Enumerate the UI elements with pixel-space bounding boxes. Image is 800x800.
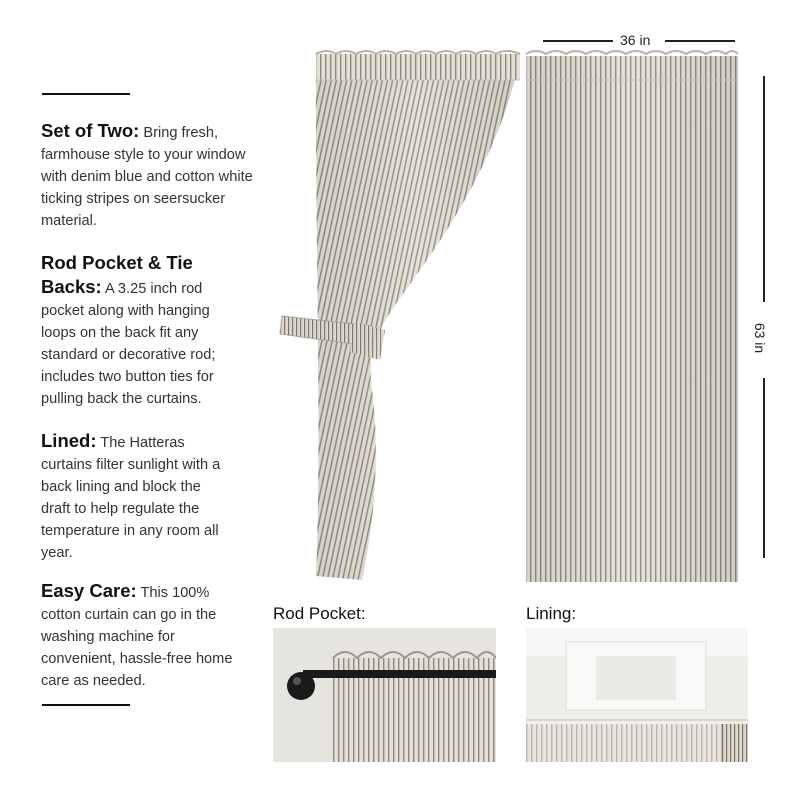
height-dimension-line-bottom xyxy=(763,378,765,558)
feature-title: Lined: xyxy=(41,430,97,451)
curtain-rod xyxy=(303,670,496,678)
width-dimension-label: 36 in xyxy=(620,32,651,48)
feature-body: This 100% cotton curtain can go in the washing machine for convenient, hassle-free home care as needed. xyxy=(41,585,233,689)
feature-title: Set of Two: xyxy=(41,120,140,141)
feature-title: Rod Pocket & Tie Backs: xyxy=(41,252,193,297)
left-curtain-panel xyxy=(316,51,520,580)
feature-easy-care xyxy=(41,580,241,692)
tie-back-strap xyxy=(280,316,385,360)
top-divider xyxy=(42,93,130,95)
lining-caption: Lining: xyxy=(526,604,577,623)
feature-title: Easy Care: xyxy=(41,580,137,601)
feature-body: A 3.25 inch rod pocket along with hanging loops on the back fit any standard or decorative rod; includes two button ties for pulling back the curtains. xyxy=(41,281,216,407)
feature-lined xyxy=(41,430,231,564)
rod-pocket-detail-photo xyxy=(273,628,496,762)
rod-pocket-caption: Rod Pocket: xyxy=(273,604,366,623)
lining-detail-photo xyxy=(526,628,748,762)
feature-body: The Hatteras curtains filter sunlight with a back lining and block the draft to help regulate the temperature in any room all year. xyxy=(41,435,221,561)
bottom-divider xyxy=(42,704,130,706)
feature-rod-pocket xyxy=(41,252,241,410)
height-dimension-line-top xyxy=(763,76,765,302)
width-dimension-line-right xyxy=(665,40,735,42)
feature-set-of-two xyxy=(41,120,261,232)
feature-body: Bring fresh, farmhouse style to your window with denim blue and cotton white ticking stripes on seersucker material. xyxy=(41,125,253,229)
right-curtain-panel xyxy=(526,51,738,582)
rod-finial xyxy=(287,672,315,700)
height-dimension-label: 63 in xyxy=(752,322,769,354)
width-dimension-line-left xyxy=(543,40,613,42)
